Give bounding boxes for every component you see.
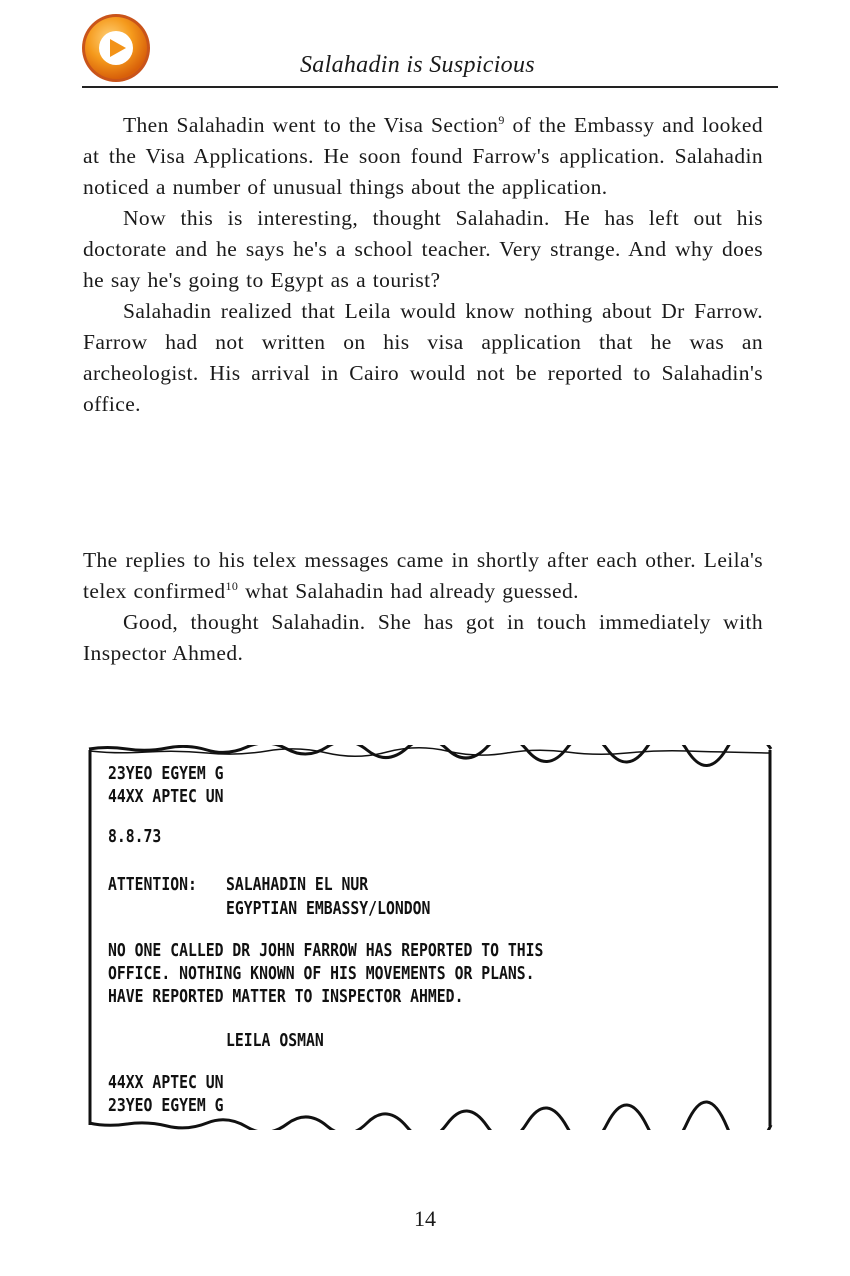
telex-attention-label: ATTENTION: <box>108 874 197 895</box>
telex-date: 8.8.73 <box>108 826 162 847</box>
telex-footer-line-2: 23YEO EGYEM G <box>108 1095 224 1116</box>
play-logo-icon <box>80 12 152 84</box>
paragraph-leila-nothing: Salahadin realized that Leila would know nothing about Dr Farrow. Farrow had not written on his visa application that he was an archeologist. His arrival in Cairo would not be reported to Salahadin's office. <box>83 299 763 416</box>
paragraph-telex-replies <box>83 545 763 607</box>
footnote-marker: 9 <box>498 112 505 127</box>
telex-signature: LEILA OSMAN <box>226 1030 324 1051</box>
telex-message-line-1: NO ONE CALLED DR JOHN FARROW HAS REPORTED TO THIS <box>108 940 544 961</box>
telex-header-line-2: 44XX APTEC UN <box>108 786 224 807</box>
telex-header-line-1: 23YEO EGYEM G <box>108 763 224 784</box>
telex-attention-name: SALAHADIN EL NUR <box>226 874 369 895</box>
telex-message-line-3: HAVE REPORTED MATTER TO INSPECTOR AHMED. <box>108 986 464 1007</box>
paragraph-text: of the Embassy and looked at the Visa Applications. He soon found Farrow's application. Salahadin noticed a number of unusual things about the application. <box>83 113 763 199</box>
paragraph-text: The replies to his telex messages came in shortly after each other. Leila's telex confirmed <box>83 548 763 603</box>
page-number: 14 <box>414 1206 436 1231</box>
paragraph-text: Then Salahadin went to the Visa Section <box>123 113 499 137</box>
paragraph-text: what Salahadin had already guessed. <box>238 579 579 603</box>
telex-footer-line-1: 44XX APTEC UN <box>108 1072 224 1093</box>
text-block-top <box>83 110 763 420</box>
telex-attention-org: EGYPTIAN EMBASSY/LONDON <box>226 898 431 919</box>
paragraph-good: Good, thought Salahadin. She has got in touch immediately with Inspector Ahmed. <box>83 610 763 665</box>
text-block-middle <box>83 545 763 669</box>
telex-message-line-2: OFFICE. NOTHING KNOWN OF HIS MOVEMENTS OR PLANS. <box>108 963 535 984</box>
footnote-marker: 10 <box>225 578 239 593</box>
paragraph-interesting: Now this is interesting, thought Salahadin. He has left out his doctorate and he says he's a school teacher. Very strange. And why does he say he's going to Egypt as a tourist? <box>83 206 763 292</box>
header-divider <box>82 86 778 88</box>
paragraph-visa-section <box>83 110 763 203</box>
page-header-title: Salahadin is Suspicious <box>300 52 535 78</box>
